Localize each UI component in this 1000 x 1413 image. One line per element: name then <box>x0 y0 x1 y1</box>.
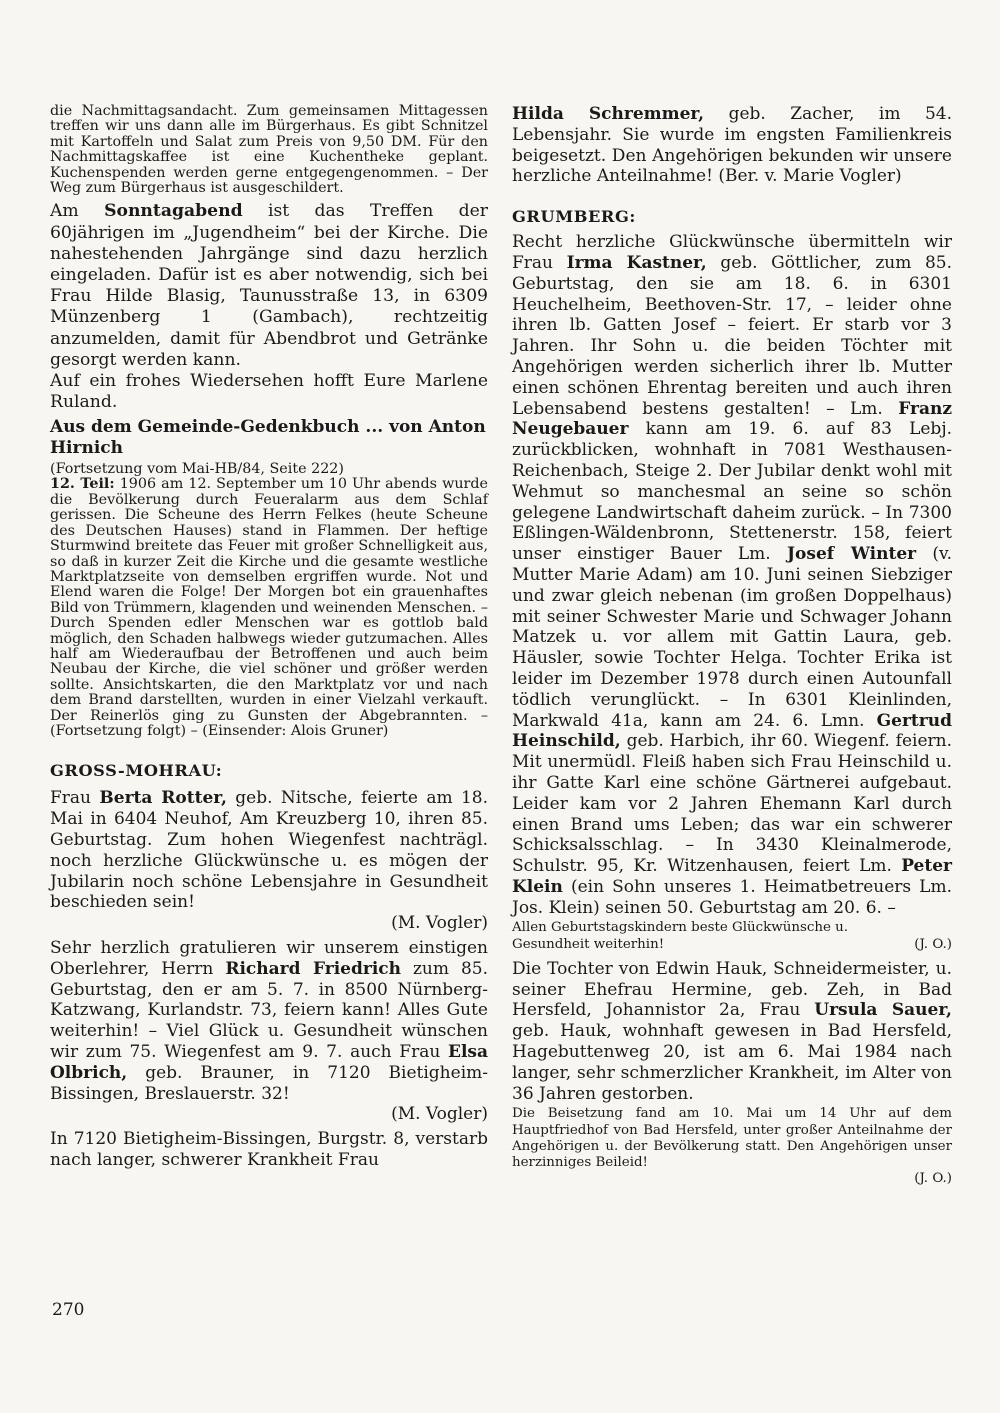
signature: (M. Vogler) <box>391 913 488 934</box>
heading-grumberg: GRUMBERG: <box>512 207 636 227</box>
signature: (J. O.) <box>914 1171 952 1187</box>
greeting-note: Allen Geburtstagskindern beste Glückwünsche u. <box>512 920 849 936</box>
paragraph-friedrich: Sehr herzlich gratulieren wir unserem einstigen Oberlehrer, Herrn Richard Friedrich zum 85. Geburtstag, den er am 5. 7. in 8500 Nürnberg-Katzwang, Kurlandstr. 73, feiern kann! Alles Gute weiterhin! – Viel Glück u. Gesundheit wünschen wir zum 75. Wiegenfest am 9. 7. auch Frau Elsa Olbrich, geb. Brauner, in 7120 Bietigheim-Bissingen, Breslauerstr. 32! <box>50 937 488 1104</box>
heading-gross-mohrau: GROSS-MOHRAU: <box>50 761 223 781</box>
left-column <box>50 104 488 1171</box>
paragraph-program: die Nachmittagsandacht. Zum gemeinsamen Mittagessen treffen wir uns dann alle im Bürgerhaus. Es gibt Schnitzel mit Kartoffeln und Salat zum Preis von 9,50 DM. Für den Nachmittagskaffee ist eine Kuchentheke geplant. Kuchenspenden werden gerne entgegengenommen. – Der Weg zum Bürgerhaus ist ausgeschildert. <box>50 103 488 197</box>
signature: (J. O.) <box>914 936 952 952</box>
paragraph-closing: Auf ein frohes Wiedersehen hofft Eure Marlene Ruland. <box>50 371 488 413</box>
paragraph-grumberg-birthdays: Recht herzliche Glückwünsche übermitteln wir Frau Irma Kastner, geb. Göttlicher, zum 85. Geburtstag, den sie am 18. 6. in 6301 Heuchelheim, Beethoven-Str. 17, – leider ohne ihren lb. Gatten Josef – feiert. Er starb vor 3 Jahren. Ihr Sohn u. die beiden Töchter mit Angehörigen werden sicherlich ihrer lb. Mutter einen schönen Ehrentag bereiten und auch ihren Lebensabend bestens gestalten! – Lm. Franz Neugebauer kann am 19. 6. auf 83 Lebj. zurückblicken, wohnhaft in 7081 Westhausen-Reichenbach, Steige 2. Der Jubilar denkt wohl mit Wehmut so manchesmal an seine so schön gelegene Landwirtschaft daheim zurück. – In 7300 Eßlingen-Wäldenbronn, Stettenerstr. 158, feiert unser einstiger Bauer Lm. Josef Winter (v. Mutter Marie Adam) am 10. Juni seinen Siebziger und zwar gleich nebenan (im großen Doppelhaus) mit seiner Schwester Marie und Schwager Johann Matzek u. vor allem mit Gattin Laura, geb. Häusler, sowie Tochter Helga. Tochter Erika ist leider im Dezember 1978 durch einen Autounfall tödlich verunglückt. – In 6301 Kleinlinden, Markwald 41a, kann am 24. 6. Lmn. Gertrud Heinschild, geb. Harbich, ihr 60. Wiegenf. feiern. Mit unermüdl. Fleiß haben sich Frau Heinschild u. ihr Gatte Karl eine schöne Gärtnerei aufgebaut. Leider kam vor 2 Jahren Ehemann Karl durch einen Brand ums Leben; das war ein schwerer Schicksalsschlag. – In 3430 Kleinalmerode, Schulstr. 95, Kr. Witzenhausen, feiert Lm. Peter Klein (ein Sohn unseres 1. Heimatbetreuers Lm. Jos. Klein) seinen 50. Geburtstag am 20. 6. – <box>512 232 952 918</box>
chronicle-continuation: (Fortsetzung vom Mai-HB/84, Seite 222) <box>50 461 344 478</box>
paragraph-obituary-start: In 7120 Bietigheim-Bissingen, Burgstr. 8, verstarb nach langer, schwerer Krankheit Frau <box>50 1129 488 1170</box>
greeting-note-end: Gesundheit weiterhin! <box>512 936 665 952</box>
funeral-note: Die Beisetzung fand am 10. Mai um 14 Uhr auf dem Hauptfriedhof von Bad Hersfeld, unter großer Anteilnahme der Angehörigen u. der Bevölkerung statt. Den Angehörigen unser herzinniges Beileid! <box>512 1106 952 1171</box>
chronicle-title: Aus dem Gemeinde-Gedenkbuch ... von Anton Hirnich <box>50 417 486 459</box>
right-column <box>512 104 952 1187</box>
chronicle-text: 12. Teil: 1906 am 12. September um 10 Uhr abends wurde die Bevölkerung durch Feueralarm aus dem Schlaf gerissen. Die Scheune des Herrn Felkes (heute Scheune des Deutschen Hauses) stand in Flammen. Der heftige Sturmwind breitete das Feuer mit großer Schnelligkeit aus, so daß in kurzer Zeit die Kirche und die gesamte westliche Marktplatzseite von demselben ergriffen wurde. Not und Elend waren die Folge! Der Morgen bot ein grauenhaftes Bild von Trümmern, klagenden und weinenden Menschen. – Durch Spenden edler Menschen war es gottlob bald möglich, den Schaden halbwegs wieder gutzumachen. Alles half am Wiederaufbau der Betroffenen und auch beim Neubau der Kirche, die viel schöner und größer werden sollte. Ansichtskarten, die den Marktplatz vor und nach dem Brand darstellten, wurden in einer Vielzahl verkauft. Der Reinerlös ging zu Gunsten der Abgebrannten. – (Fortsetzung folgt) – (Einsender: Alois Gruner) <box>50 476 488 739</box>
greeting-note-line <box>512 937 952 953</box>
paragraph-sunday-evening: Am Sonntagabend ist das Treffen der 60jährigen im „Jugendheim“ bei der Kirche. Die nahestehenden Jahrgänge sind dazu herzlich eingeladen. Dafür ist es aber notwendig, sich bei Frau Hilde Blasig, Taunusstraße 13, in 6309 Münzenberg 1 (Gambach), rechtzeitig anzumelden, damit für Abendbrot und Getränke gesorgt werden kann. <box>50 201 488 370</box>
page-number: 270 <box>52 1300 85 1320</box>
paragraph-hauk: Die Tochter von Edwin Hauk, Schneidermeister, u. seiner Ehefrau Hermine, geb. Zeh, in Bad Hersfeld, Johannistor 2a, Frau Ursula Sauer, geb. Hauk, wohnhaft gewesen in Bad Hersfeld, Hagebuttenweg 20, ist am 6. Mai 1984 nach langer, sehr schmerzlicher Krankheit, im Alter von 36 Jahren gestorben. <box>512 958 952 1104</box>
paragraph-rotter: Frau Berta Rotter, geb. Nitsche, feierte am 18. Mai in 6404 Neuhof, Am Kreuzberg 10, ihren 85. Geburtstag. Zum hohen Wiegenfest nachträgl. noch herzliche Glückwünsche u. es mögen der Jubilarin noch schöne Lebensjahre in Gesundheit beschieden sein! <box>50 788 488 913</box>
signature: (M. Vogler) <box>391 1104 488 1125</box>
paragraph-schremmer: Hilda Schremmer, geb. Zacher, im 54. Lebensjahr. Sie wurde im engsten Familienkreis beigesetzt. Den Angehörigen bekunden wir unsere herzliche Anteilnahme! (Ber. v. Marie Vogler) <box>512 104 952 187</box>
